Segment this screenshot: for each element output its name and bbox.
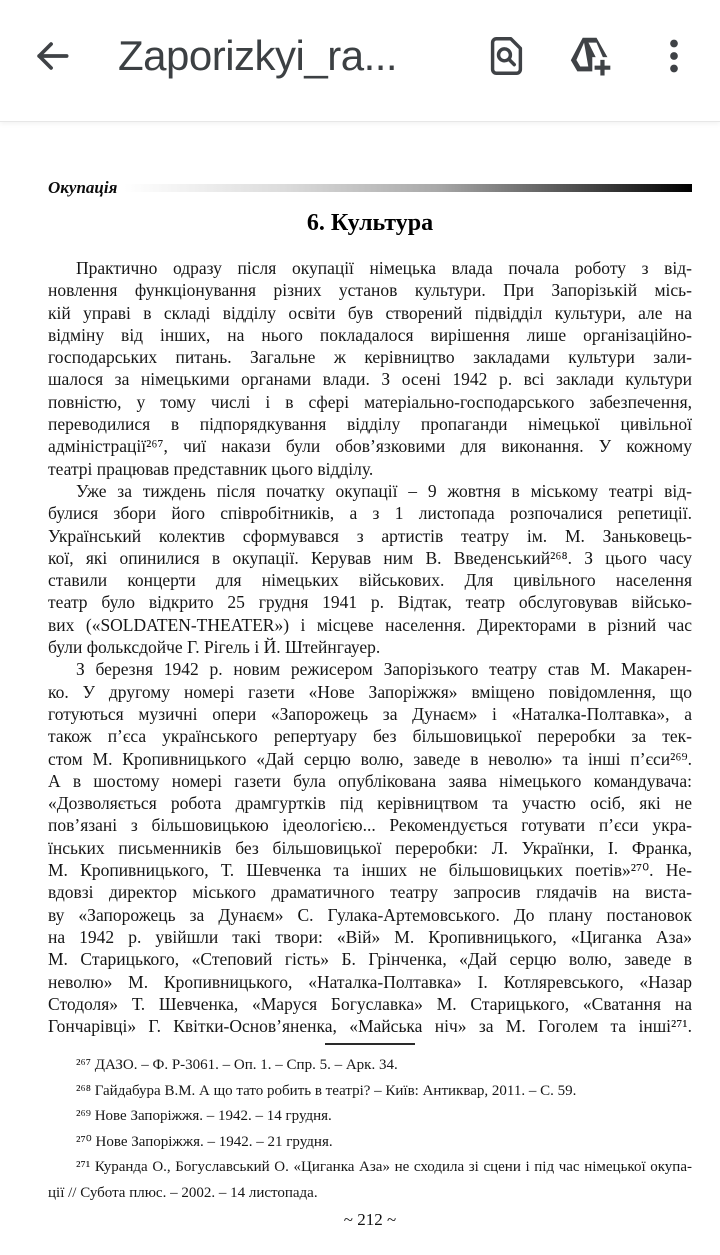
text-line: кій управі в складі відділу освіти був створений підвідділ культури, але на — [48, 302, 692, 323]
text-line: новлення функціонування різних установ культури. При Запорізькій місь- — [48, 280, 692, 301]
paragraph — [48, 1104, 692, 1130]
text-line: Практично одразу після окупації німецька влада почала роботу з від- — [76, 258, 692, 278]
text-line: ²⁶⁷ ДАЗО. – Ф. Р-3061. – Оп. 1. – Спр. 5. – Арк. 34. — [76, 1057, 398, 1074]
text-line: «Дозволяється робота драмгуртків під керівництвом та участю осіб, які не — [48, 793, 692, 814]
text-line: переводилися в підпорядкування відділу пропаганди німецької цивільної — [48, 414, 692, 435]
text-line: ²⁷¹ Куранда О., Богуславський О. «Циганка Аза» не сходила зі сцени і під час німецької окупа- — [76, 1159, 692, 1176]
page-number: ~ 212 ~ — [343, 1210, 397, 1230]
text-line: на 1942 р. увійшли такі твори: «Вій» М. Кропивницького, «Циганка Аза» — [48, 926, 692, 947]
text-line: їнських письменників без більшовицької переробки: Л. Українки, І. Франка, — [48, 837, 692, 858]
text-line: готуються музичні опери «Запорожець за Дунаєм» і «Наталка-Полтавка», а — [48, 703, 692, 724]
text-line: Український колектив сформувався з артистів театру ім. М. Заньковець- — [48, 525, 692, 546]
add-to-drive-button[interactable] — [562, 28, 618, 84]
text-line: неволю» М. Кропивницького, «Наталка-Полтавка» І. Котляревського, «Назар — [48, 971, 692, 992]
paragraph — [48, 1079, 692, 1105]
text-line: Уже за тиждень після початку окупації – 9 жовтня в міському театрі від- — [76, 480, 692, 501]
paragraph — [48, 1155, 692, 1206]
text-line: ко. У другому номері газети «Нове Запоріжжя» вміщено повідомлення, що — [48, 681, 692, 702]
document-page — [0, 122, 720, 1230]
body-text — [48, 257, 692, 1037]
text-line: стом М. Кропивницького «Дай серцю волю, заведе в неволю» та інші п’єси²⁶⁹. — [48, 748, 692, 769]
overflow-menu-icon — [652, 34, 696, 78]
text-line: вдовзі директор міського драматичного театру запросив глядачів на виста- — [48, 882, 692, 903]
text-line: Стодоля» Т. Шевченка, «Маруся Богуславка» М. Старицького, «Сватання на — [48, 993, 692, 1014]
text-line: булися збори його співробітників, а з 1 листопада розпочалися репетиції. — [48, 503, 692, 524]
text-line: А в шостому номері газети була опублікована заява німецького командувача: — [48, 770, 692, 791]
paragraph — [48, 1130, 692, 1156]
text-line: пов’язані з більшовицькою ідеологією... Рекомендується готувати п’єси укра- — [48, 815, 692, 836]
text-line: ції // Субота плюс. – 2002. – 14 листопада. — [48, 1184, 318, 1201]
text-line: адміністрації²⁶⁷, чиї накази були обов’язковими для виконання. У кожному — [48, 436, 692, 457]
text-line: ставили концерти для німецьких військових. Для цивільного населення — [48, 570, 692, 591]
text-line: ²⁶⁹ Нове Запоріжжя. – 1942. – 14 грудня. — [76, 1108, 332, 1125]
file-title: Zaporizkyi_ra... — [118, 31, 398, 79]
text-line: були фольксдойче Г. Рігель і Й. Штейнгауер. — [48, 637, 381, 658]
text-line: кої, які опинилися в окупації. Керував ним В. Введенський²⁶⁸. З цього часу — [48, 547, 692, 568]
app-bar-actions — [478, 28, 702, 84]
text-line: З березня 1942 р. новим режисером Запорізького театру став М. Макарен- — [76, 659, 692, 680]
text-line: вих («SOLDATEN-THEATER») і місцеве населення. Директорами в різний час — [48, 614, 692, 635]
app-bar — [0, 0, 720, 122]
text-line: ²⁷⁰ Нове Запоріжжя. – 1942. – 21 грудня. — [76, 1133, 333, 1150]
text-line: ву «Запорожець за Дунаєм» С. Гулака-Артемовського. До плану постановок — [48, 904, 692, 925]
text-line: М. Старицького, «Степовий гість» Б. Грінченка, «Дай серцю волю, заведе в — [48, 949, 692, 970]
overflow-menu-button[interactable] — [646, 28, 702, 84]
back-button[interactable] — [24, 28, 80, 84]
paragraph — [48, 257, 692, 480]
add-to-drive-icon — [567, 33, 613, 79]
footnote-separator — [325, 1043, 415, 1045]
footnotes — [48, 1053, 692, 1206]
gradient-rule — [124, 184, 692, 192]
text-line: господарських питань. Загальне ж керівництво закладами культури зали- — [48, 347, 692, 368]
back-arrow-icon — [30, 34, 74, 78]
running-header — [48, 178, 692, 198]
text-line: театр було відкрито 25 грудня 1941 р. Відтак, театр обслуговував військо- — [48, 592, 692, 613]
text-line: театрі працював представник цього відділу. — [48, 458, 374, 479]
text-line: повністю, у тому числі і в сфері матеріально-господарського забезпечення, — [48, 391, 692, 412]
text-line: шалося за німецькими органами влади. З осені 1942 р. всі заклади культури — [48, 369, 692, 390]
text-line: Гончарівці» Г. Квітки-Основ’яненка, «Майська ніч» за М. Гоголем та інші²⁷¹. — [48, 1016, 692, 1037]
text-line: відміну від інших, на нього покладалося вирішення лише організаційно- — [48, 324, 692, 345]
section-title: 6. Культура — [306, 210, 434, 236]
text-line: ²⁶⁸ Гайдабура В.М. А що тато робить в театрі? – Київ: Антиквар, 2011. – С. 59. — [76, 1082, 577, 1099]
paragraph — [48, 658, 692, 1037]
running-header-label: Окупація — [48, 178, 118, 197]
paragraph — [48, 1053, 692, 1079]
text-line: М. Кропивницького, Т. Шевченка та інших не більшовицьких поетів»²⁷⁰. Не- — [48, 860, 692, 881]
text-line: також п’єса українського репертуару без більшовицької переробки за тек- — [48, 726, 692, 747]
find-in-document-icon — [483, 33, 529, 79]
paragraph — [48, 480, 692, 658]
find-in-document-button[interactable] — [478, 28, 534, 84]
